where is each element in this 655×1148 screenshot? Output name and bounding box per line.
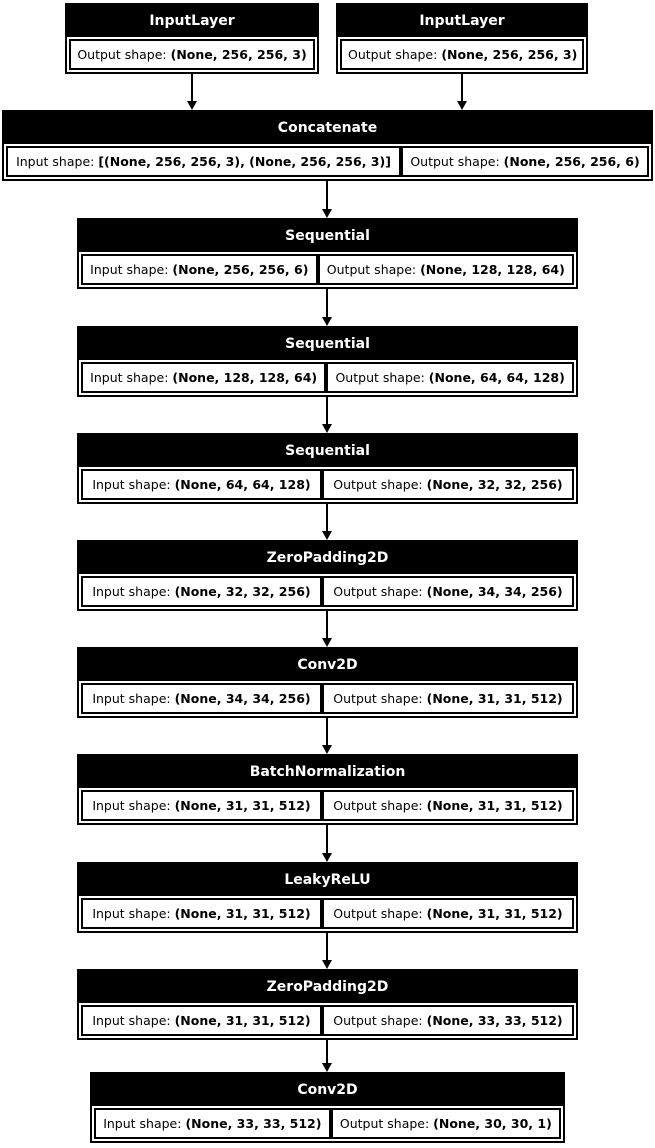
shape-value: (None, 256, 256, 6)	[503, 154, 640, 169]
shape-value: (None, 34, 34, 256)	[174, 691, 311, 706]
arrowhead-icon	[322, 209, 332, 218]
shape-label: Input shape:	[16, 154, 99, 169]
edge-arrow-zeropadding1-conv1	[321, 611, 333, 647]
input-shape-cell	[81, 790, 322, 821]
edge-line	[326, 933, 328, 961]
input-shape-cell	[81, 469, 322, 500]
layer-type-title: Sequential	[285, 443, 370, 459]
shape-value: [(None, 256, 256, 3), (None, 256, 256, 3)]	[98, 154, 391, 169]
shape-value: (None, 31, 31, 512)	[174, 798, 311, 813]
shape-label: Output shape:	[333, 798, 427, 813]
node-batch-normalization	[77, 754, 578, 825]
node-sequential-1	[77, 218, 578, 289]
node-zero-padding2d-1	[77, 540, 578, 611]
shape-value: (None, 31, 31, 512)	[174, 1013, 311, 1028]
shape-value: (None, 31, 31, 512)	[426, 798, 563, 813]
node-leaky-relu	[77, 862, 578, 933]
shape-label: Input shape:	[92, 584, 175, 599]
output-shape-cell	[322, 469, 574, 500]
arrowhead-icon	[322, 853, 332, 862]
output-shape-cell	[322, 1005, 574, 1036]
edge-arrow-sequential3-zeropadding1	[321, 504, 333, 540]
shape-value: (None, 31, 31, 512)	[426, 691, 563, 706]
output-shape-cell	[340, 39, 584, 70]
arrowhead-icon	[322, 531, 332, 540]
input-shape-cell	[81, 1005, 322, 1036]
shape-label: Output shape:	[326, 262, 421, 277]
shape-label: Output shape:	[335, 370, 429, 385]
output-shape-cell	[401, 146, 649, 177]
node-sequential-2	[77, 326, 578, 397]
shape-value: (None, 33, 33, 512)	[426, 1013, 563, 1028]
edge-line	[326, 718, 328, 746]
layer-type-title: Sequential	[285, 336, 370, 352]
shape-label: Input shape:	[92, 798, 175, 813]
shape-label: Output shape:	[348, 47, 442, 62]
edge-arrow-batchnorm-leakyrelu	[321, 825, 333, 862]
shape-value: (None, 31, 31, 512)	[174, 906, 311, 921]
edge-line	[326, 289, 328, 318]
output-shape-cell	[326, 362, 574, 393]
edge-arrow-leakyrelu-zeropadding2	[321, 933, 333, 969]
layer-type-title: Conv2D	[297, 657, 358, 673]
layer-type-title: ZeroPadding2D	[266, 550, 389, 566]
output-shape-cell	[69, 39, 315, 70]
output-shape-cell	[318, 254, 574, 285]
shape-value: (None, 64, 64, 128)	[428, 370, 565, 385]
edge-arrow-zeropadding2-conv2	[321, 1040, 333, 1072]
edge-line	[326, 397, 328, 425]
shape-value: (None, 128, 128, 64)	[420, 262, 565, 277]
layer-type-title: LeakyReLU	[284, 872, 371, 888]
layer-type-title: InputLayer	[419, 13, 505, 29]
layer-type-title: BatchNormalization	[249, 764, 406, 780]
arrowhead-icon	[322, 424, 332, 433]
shape-label: Output shape:	[333, 584, 427, 599]
shape-value: (None, 128, 128, 64)	[172, 370, 318, 385]
shape-value: (None, 31, 31, 512)	[426, 906, 563, 921]
edge-line	[191, 74, 193, 102]
shape-label: Output shape:	[333, 691, 427, 706]
node-input-layer-2	[336, 3, 588, 74]
input-shape-cell	[81, 254, 318, 285]
output-shape-cell	[322, 683, 574, 714]
arrowhead-icon	[457, 101, 467, 110]
shape-label: Output shape:	[339, 1116, 434, 1131]
shape-label: Input shape:	[92, 477, 175, 492]
edge-arrow-input2-concatenate	[456, 74, 468, 110]
arrowhead-icon	[322, 317, 332, 326]
edge-arrow-concatenate-sequential1	[321, 181, 333, 218]
edge-line	[326, 504, 328, 532]
input-shape-cell	[81, 362, 326, 393]
edge-arrow-sequential1-sequential2	[321, 289, 333, 326]
shape-value: (None, 33, 33, 512)	[185, 1116, 322, 1131]
layer-type-title: Sequential	[285, 228, 370, 244]
output-shape-cell	[322, 790, 574, 821]
shape-value: (None, 34, 34, 256)	[426, 584, 563, 599]
shape-label: Output shape:	[333, 477, 427, 492]
shape-label: Input shape:	[103, 1116, 186, 1131]
shape-value: (None, 256, 256, 3)	[170, 47, 307, 62]
shape-value: (None, 32, 32, 256)	[426, 477, 563, 492]
shape-label: Input shape:	[90, 262, 173, 277]
input-shape-cell	[81, 576, 322, 607]
edge-line	[461, 74, 463, 102]
edge-line	[326, 611, 328, 639]
shape-label: Output shape:	[410, 154, 504, 169]
edge-arrow-input1-concatenate	[186, 74, 198, 110]
input-shape-cell	[81, 898, 322, 929]
shape-value: (None, 256, 256, 6)	[172, 262, 309, 277]
output-shape-cell	[322, 898, 574, 929]
arrowhead-icon	[322, 960, 332, 969]
arrowhead-icon	[322, 1063, 332, 1072]
layer-type-title: ZeroPadding2D	[266, 979, 389, 995]
edge-arrow-sequential2-sequential3	[321, 397, 333, 433]
output-shape-cell	[322, 576, 574, 607]
shape-label: Input shape:	[92, 691, 175, 706]
arrowhead-icon	[322, 745, 332, 754]
shape-value: (None, 32, 32, 256)	[174, 584, 311, 599]
shape-value: (None, 30, 30, 1)	[433, 1116, 552, 1131]
layer-type-title: Conv2D	[297, 1082, 358, 1098]
shape-label: Input shape:	[92, 906, 175, 921]
node-zero-padding2d-2	[77, 969, 578, 1040]
layer-type-title: Concatenate	[277, 120, 378, 136]
edge-line	[326, 181, 328, 210]
node-concatenate	[2, 110, 653, 181]
node-input-layer-1	[65, 3, 319, 74]
input-shape-cell	[6, 146, 401, 177]
node-conv2d-1	[77, 647, 578, 718]
arrowhead-icon	[187, 101, 197, 110]
shape-value: (None, 256, 256, 3)	[441, 47, 578, 62]
shape-value: (None, 64, 64, 128)	[174, 477, 311, 492]
output-shape-cell	[331, 1108, 561, 1139]
shape-label: Output shape:	[333, 906, 427, 921]
edge-line	[326, 1040, 328, 1064]
arrowhead-icon	[322, 638, 332, 647]
shape-label: Input shape:	[90, 370, 173, 385]
shape-label: Output shape:	[333, 1013, 427, 1028]
input-shape-cell	[81, 683, 322, 714]
shape-label: Input shape:	[92, 1013, 175, 1028]
edge-line	[326, 825, 328, 854]
edge-arrow-conv1-batchnorm	[321, 718, 333, 754]
input-shape-cell	[94, 1108, 331, 1139]
node-sequential-3	[77, 433, 578, 504]
layer-type-title: InputLayer	[149, 13, 235, 29]
node-conv2d-2	[90, 1072, 565, 1143]
shape-label: Output shape:	[77, 47, 171, 62]
